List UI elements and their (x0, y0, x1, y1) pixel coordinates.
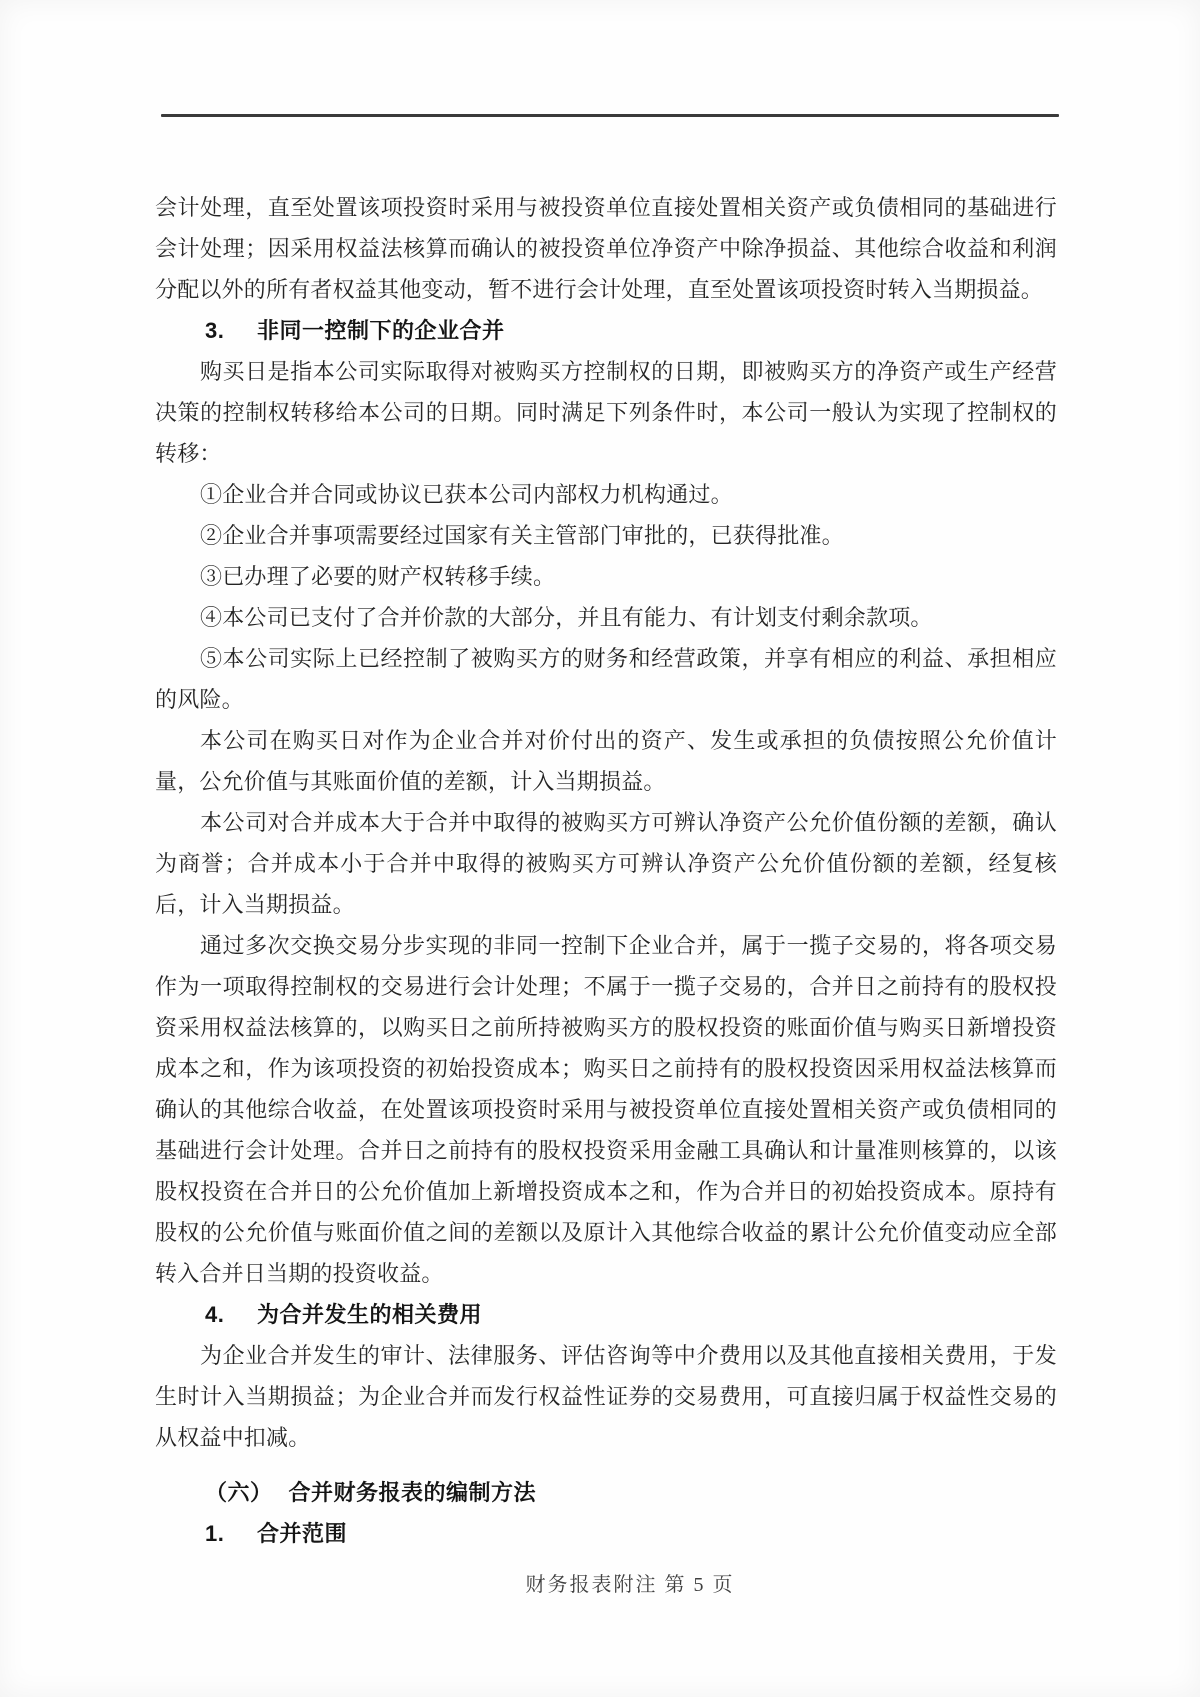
paragraph: 本公司对合并成本大于合并中取得的被购买方可辨认净资产公允价值份额的差额，确认为商誉；合并成本小于合并中取得的被购买方可辨认净资产公允价值份额的差额，经复核后，计入当期损益。 (155, 810, 1057, 917)
heading-number: 3. (205, 318, 225, 343)
heading-text: 合并范围 (257, 1521, 348, 1546)
document-body (155, 187, 1057, 1554)
paragraph: 本公司在购买日对作为企业合并对价付出的资产、发生或承担的负债按照公允价值计量，公允价值与其账面价值的差额，计入当期损益。 (155, 728, 1057, 794)
heading-number: （六） (205, 1480, 273, 1505)
paragraph: ⑤本公司实际上已经控制了被购买方的财务和经营政策，并享有相应的利益、承担相应的风险。 (155, 646, 1057, 712)
paragraph: 为企业合并发生的审计、法律服务、评估咨询等中介费用以及其他直接相关费用，于发生时计入当期损益；为企业合并而发行权益性证券的交易费用，可直接归属于权益性交易的从权益中扣减。 (155, 1343, 1057, 1450)
heading-number: 4. (205, 1302, 225, 1327)
paragraph: ①企业合并合同或协议已获本公司内部权力机构通过。 (200, 482, 733, 507)
paragraph: ③已办理了必要的财产权转移手续。 (200, 564, 556, 589)
sub-heading (155, 310, 1057, 351)
sub-heading (155, 1513, 1057, 1554)
paragraph: 购买日是指本公司实际取得对被购买方控制权的日期，即被购买方的净资产或生产经营决策的控制权转移给本公司的日期。同时满足下列条件时，本公司一般认为实现了控制权的转移： (155, 359, 1057, 466)
paragraph: 通过多次交换交易分步实现的非同一控制下企业合并，属于一揽子交易的，将各项交易作为一项取得控制权的交易进行会计处理；不属于一揽子交易的，合并日之前持有的股权投资采用权益法核算的，以购买日之前所持被购买方的股权投资的账面价值与购买日新增投资成本之和，作为该项投资的初始投资成本；购买日之前持有的股权投资因采用权益法核算而确认的其他综合收益，在处置该项投资时采用与被投资单位直接处置相关资产或负债相同的基础进行会计处理。合并日之前持有的股权投资采用金融工具确认和计量准则核算的，以该股权投资在合并日的公允价值加上新增投资成本之和，作为合并日的初始投资成本。原持有股权的公允价值与账面价值之间的差额以及原计入其他综合收益的累计公允价值变动应全部转入合并日当期的投资收益。 (155, 933, 1057, 1286)
paragraph: ②企业合并事项需要经过国家有关主管部门审批的，已获得批准。 (200, 523, 844, 548)
header-rule-divider (161, 114, 1059, 117)
heading-number: 1. (205, 1521, 225, 1546)
heading-text: 为合并发生的相关费用 (257, 1302, 483, 1327)
page-footer: 财务报表附注 第 5 页 (525, 1574, 735, 1596)
paragraph: ④本公司已支付了合并价款的大部分，并且有能力、有计划支付剩余款项。 (200, 605, 933, 630)
heading-text: 非同一控制下的企业合并 (257, 318, 505, 343)
sub-heading (155, 1294, 1057, 1335)
paragraph: 会计处理，直至处置该项投资时采用与被投资单位直接处置相关资产或负债相同的基础进行会计处理；因采用权益法核算而确认的被投资单位净资产中除净损益、其他综合收益和利润分配以外的所有者权益其他变动，暂不进行会计处理，直至处置该项投资时转入当期损益。 (155, 195, 1057, 302)
section-heading (155, 1472, 1057, 1513)
heading-text: 合并财务报表的编制方法 (288, 1480, 537, 1505)
